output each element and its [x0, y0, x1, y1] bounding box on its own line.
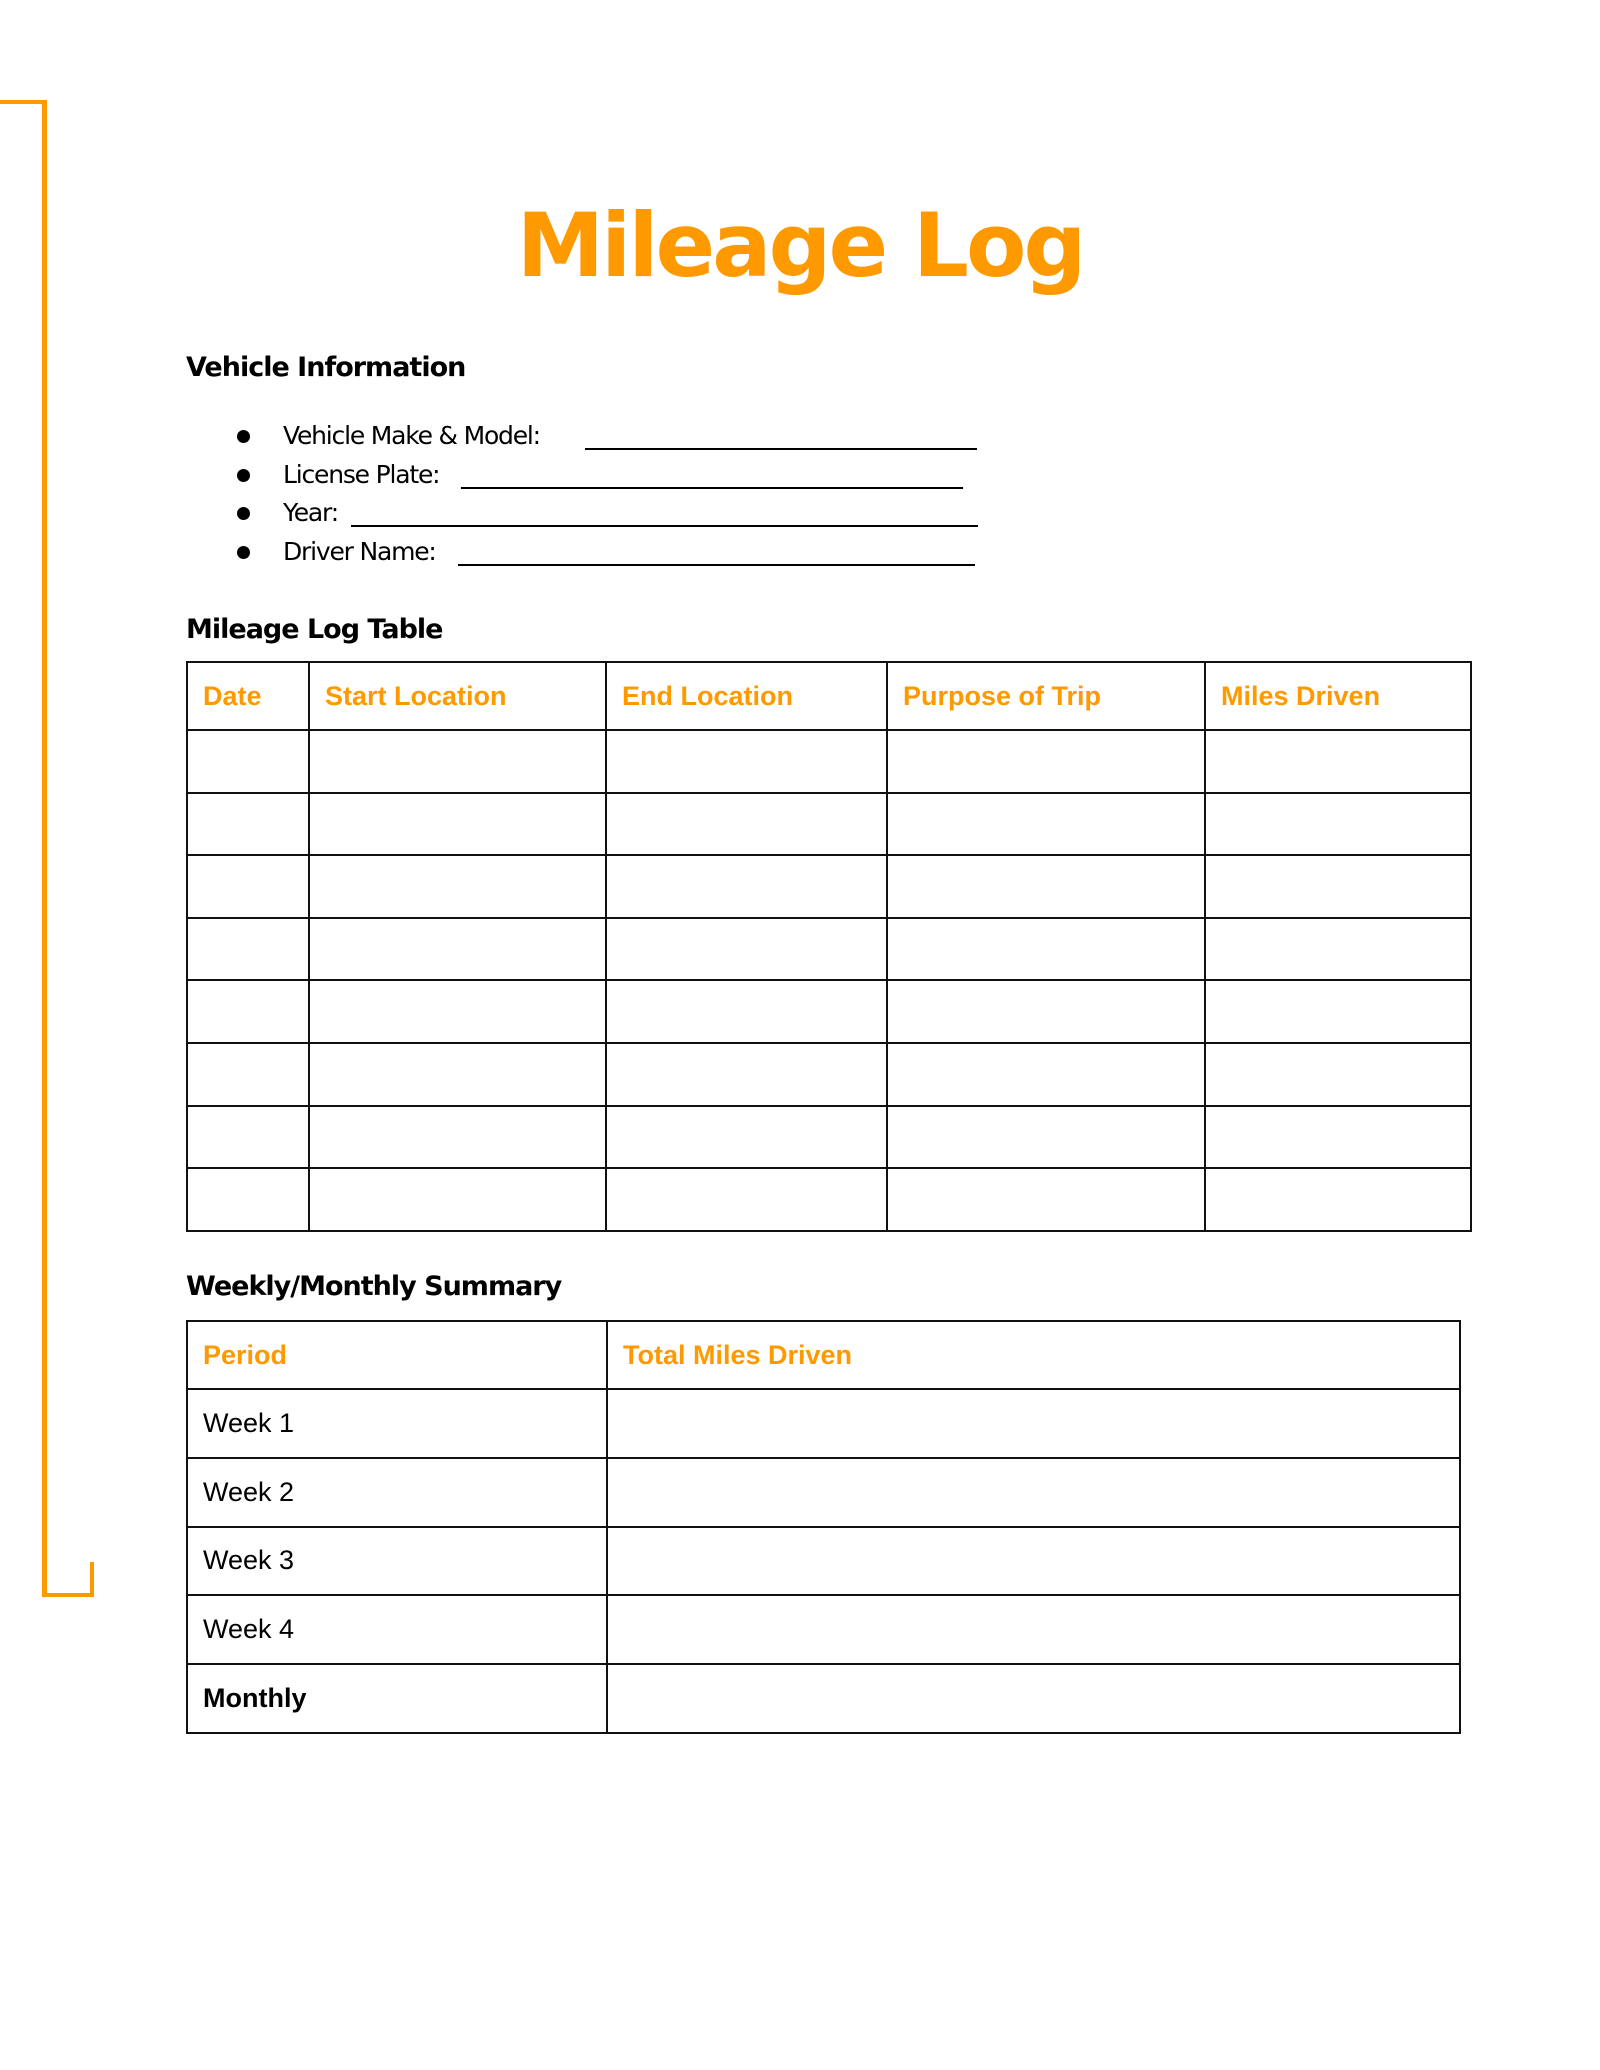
- column-header-miles-driven: Miles Driven: [1205, 662, 1471, 730]
- purpose-cell[interactable]: [887, 793, 1205, 856]
- bullet-icon: [237, 430, 250, 443]
- total-miles-cell[interactable]: [607, 1458, 1460, 1527]
- date-cell[interactable]: [187, 980, 309, 1043]
- start-location-cell[interactable]: [309, 730, 606, 793]
- decorative-bracket-hook: [90, 1562, 94, 1597]
- table-row: [187, 1458, 1460, 1527]
- period-label: Week 3: [187, 1527, 607, 1596]
- decorative-bracket-bottom: [42, 1593, 94, 1597]
- date-cell[interactable]: [187, 730, 309, 793]
- table-row: [187, 1106, 1471, 1169]
- date-cell[interactable]: [187, 1043, 309, 1106]
- start-location-cell[interactable]: [309, 1106, 606, 1169]
- table-row: [187, 1527, 1460, 1596]
- table-row: [187, 1664, 1460, 1733]
- driver-name-label: Driver Name:: [283, 537, 436, 567]
- table-row: [187, 980, 1471, 1043]
- driver-name-field[interactable]: [458, 564, 975, 566]
- miles-driven-cell[interactable]: [1205, 855, 1471, 918]
- date-cell[interactable]: [187, 1168, 309, 1231]
- table-row: [187, 1595, 1460, 1664]
- end-location-cell[interactable]: [606, 918, 887, 981]
- total-miles-cell[interactable]: [607, 1664, 1460, 1733]
- total-miles-cell[interactable]: [607, 1527, 1460, 1596]
- table-row: [187, 793, 1471, 856]
- purpose-cell[interactable]: [887, 730, 1205, 793]
- table-row: [187, 918, 1471, 981]
- column-header-purpose: Purpose of Trip: [887, 662, 1205, 730]
- year-label: Year:: [283, 498, 338, 528]
- column-header-period: Period: [187, 1321, 607, 1389]
- purpose-cell[interactable]: [887, 1043, 1205, 1106]
- total-miles-cell[interactable]: [607, 1389, 1460, 1458]
- miles-driven-cell[interactable]: [1205, 1106, 1471, 1169]
- vehicle-make-model-label: Vehicle Make & Model:: [283, 421, 540, 450]
- start-location-cell[interactable]: [309, 1168, 606, 1231]
- table-row: [187, 1389, 1460, 1458]
- end-location-cell[interactable]: [606, 793, 887, 856]
- start-location-cell[interactable]: [309, 793, 606, 856]
- column-header-end-location: End Location: [606, 662, 887, 730]
- table-row: [187, 1168, 1471, 1231]
- end-location-cell[interactable]: [606, 1043, 887, 1106]
- period-label-monthly: Monthly: [187, 1664, 607, 1733]
- table-row: [187, 1043, 1471, 1106]
- column-header-start-location: Start Location: [309, 662, 606, 730]
- vehicle-make-model-field[interactable]: [585, 448, 977, 450]
- period-label: Week 1: [187, 1389, 607, 1458]
- miles-driven-cell[interactable]: [1205, 1043, 1471, 1106]
- miles-driven-cell[interactable]: [1205, 918, 1471, 981]
- miles-driven-cell[interactable]: [1205, 793, 1471, 856]
- miles-driven-cell[interactable]: [1205, 1168, 1471, 1231]
- year-field[interactable]: [351, 525, 978, 527]
- table-row: [187, 855, 1471, 918]
- date-cell[interactable]: [187, 855, 309, 918]
- bullet-icon: [237, 469, 250, 482]
- start-location-cell[interactable]: [309, 855, 606, 918]
- decorative-bracket-vertical: [42, 100, 47, 1597]
- end-location-cell[interactable]: [606, 980, 887, 1043]
- license-plate-field[interactable]: [461, 487, 963, 489]
- date-cell[interactable]: [187, 793, 309, 856]
- end-location-cell[interactable]: [606, 855, 887, 918]
- bullet-icon: [237, 546, 250, 559]
- page-title: Mileage Log: [516, 194, 1084, 297]
- period-label: Week 2: [187, 1458, 607, 1527]
- license-plate-label: License Plate:: [283, 459, 440, 489]
- purpose-cell[interactable]: [887, 918, 1205, 981]
- table-header-row: [187, 1321, 1460, 1389]
- date-cell[interactable]: [187, 918, 309, 981]
- miles-driven-cell[interactable]: [1205, 730, 1471, 793]
- table-row: [187, 730, 1471, 793]
- mileage-log-table: [186, 661, 1472, 1232]
- column-header-date: Date: [187, 662, 309, 730]
- vehicle-info-heading: Vehicle Information: [186, 352, 466, 383]
- summary-heading: Weekly/Monthly Summary: [186, 1271, 562, 1302]
- total-miles-cell[interactable]: [607, 1595, 1460, 1664]
- summary-table: [186, 1320, 1461, 1734]
- end-location-cell[interactable]: [606, 1168, 887, 1231]
- bullet-icon: [237, 507, 250, 520]
- miles-driven-cell[interactable]: [1205, 980, 1471, 1043]
- start-location-cell[interactable]: [309, 918, 606, 981]
- column-header-total-miles: Total Miles Driven: [607, 1321, 1460, 1389]
- start-location-cell[interactable]: [309, 980, 606, 1043]
- purpose-cell[interactable]: [887, 1168, 1205, 1231]
- end-location-cell[interactable]: [606, 1106, 887, 1169]
- table-header-row: [187, 662, 1471, 730]
- mileage-log-table-heading: Mileage Log Table: [186, 614, 443, 645]
- purpose-cell[interactable]: [887, 980, 1205, 1043]
- start-location-cell[interactable]: [309, 1043, 606, 1106]
- date-cell[interactable]: [187, 1106, 309, 1169]
- purpose-cell[interactable]: [887, 1106, 1205, 1169]
- end-location-cell[interactable]: [606, 730, 887, 793]
- period-label: Week 4: [187, 1595, 607, 1664]
- decorative-bracket-top: [0, 100, 47, 104]
- purpose-cell[interactable]: [887, 855, 1205, 918]
